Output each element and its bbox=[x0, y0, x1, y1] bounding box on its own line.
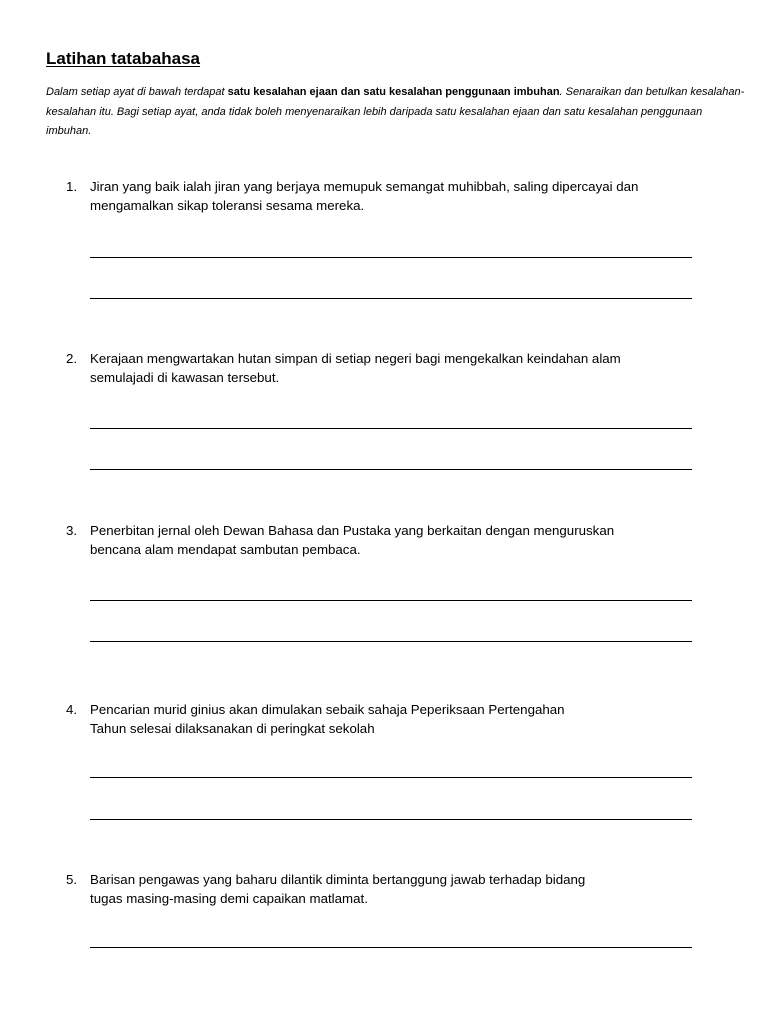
question-text-line-1: Barisan pengawas yang baharu dilantik diminta bertanggung jawab terhadap bidang bbox=[90, 872, 586, 887]
answer-line-1a[interactable] bbox=[90, 257, 692, 258]
question-text-line-2: bencana alam mendapat sambutan pembaca. bbox=[90, 541, 361, 557]
question-text-line-1: Pencarian murid ginius akan dimulakan sebaik sahaja Peperiksaan Pertengahan bbox=[90, 702, 565, 717]
answer-line-2b[interactable] bbox=[90, 469, 692, 470]
question-number: 5. bbox=[66, 872, 78, 887]
question-text-line-2: mengamalkan sikap toleransi sesama mereka. bbox=[90, 197, 365, 213]
answer-line-4a[interactable] bbox=[90, 777, 692, 778]
page-title: Latihan tatabahasa bbox=[46, 49, 200, 68]
question-number: 3. bbox=[66, 523, 78, 538]
instructions-paragraph bbox=[46, 83, 746, 142]
instructions-emphasis: satu kesalahan ejaan dan satu kesalahan penggunaan imbuhan bbox=[227, 86, 560, 98]
answer-line-1b[interactable] bbox=[90, 298, 692, 299]
instructions-rest: . Senaraikan dan betulkan kesalahan-kesalahan itu. Bagi setiap ayat, anda tidak boleh menyenaraikan lebih daripada satu kesalahan ejaan dan satu kesalahan penggunaan imbuhan. bbox=[46, 86, 745, 137]
question-number: 2. bbox=[66, 351, 78, 366]
question-number: 4. bbox=[66, 702, 78, 717]
answer-line-5a[interactable] bbox=[90, 947, 692, 948]
question-text-line-1: Penerbitan jernal oleh Dewan Bahasa dan Pustaka yang berkaitan dengan menguruskan bbox=[90, 523, 615, 538]
instructions-intro: Dalam setiap ayat di bawah terdapat bbox=[46, 86, 228, 98]
answer-line-4b[interactable] bbox=[90, 819, 692, 820]
question-number: 1. bbox=[66, 179, 78, 194]
question-text-line-2: Tahun selesai dilaksanakan di peringkat sekolah bbox=[90, 720, 375, 736]
question-text-line-1: Kerajaan mengwartakan hutan simpan di setiap negeri bagi mengekalkan keindahan alam bbox=[90, 351, 621, 366]
question-text-line-2: semulajadi di kawasan tersebut. bbox=[90, 369, 280, 385]
answer-line-2a[interactable] bbox=[90, 428, 692, 429]
answer-line-3a[interactable] bbox=[90, 600, 692, 601]
question-text-line-2: tugas masing-masing demi capaikan matlamat. bbox=[90, 890, 368, 906]
question-text-line-1: Jiran yang baik ialah jiran yang berjaya memupuk semangat muhibbah, saling dipercayai dan bbox=[90, 179, 639, 194]
answer-line-3b[interactable] bbox=[90, 641, 692, 642]
